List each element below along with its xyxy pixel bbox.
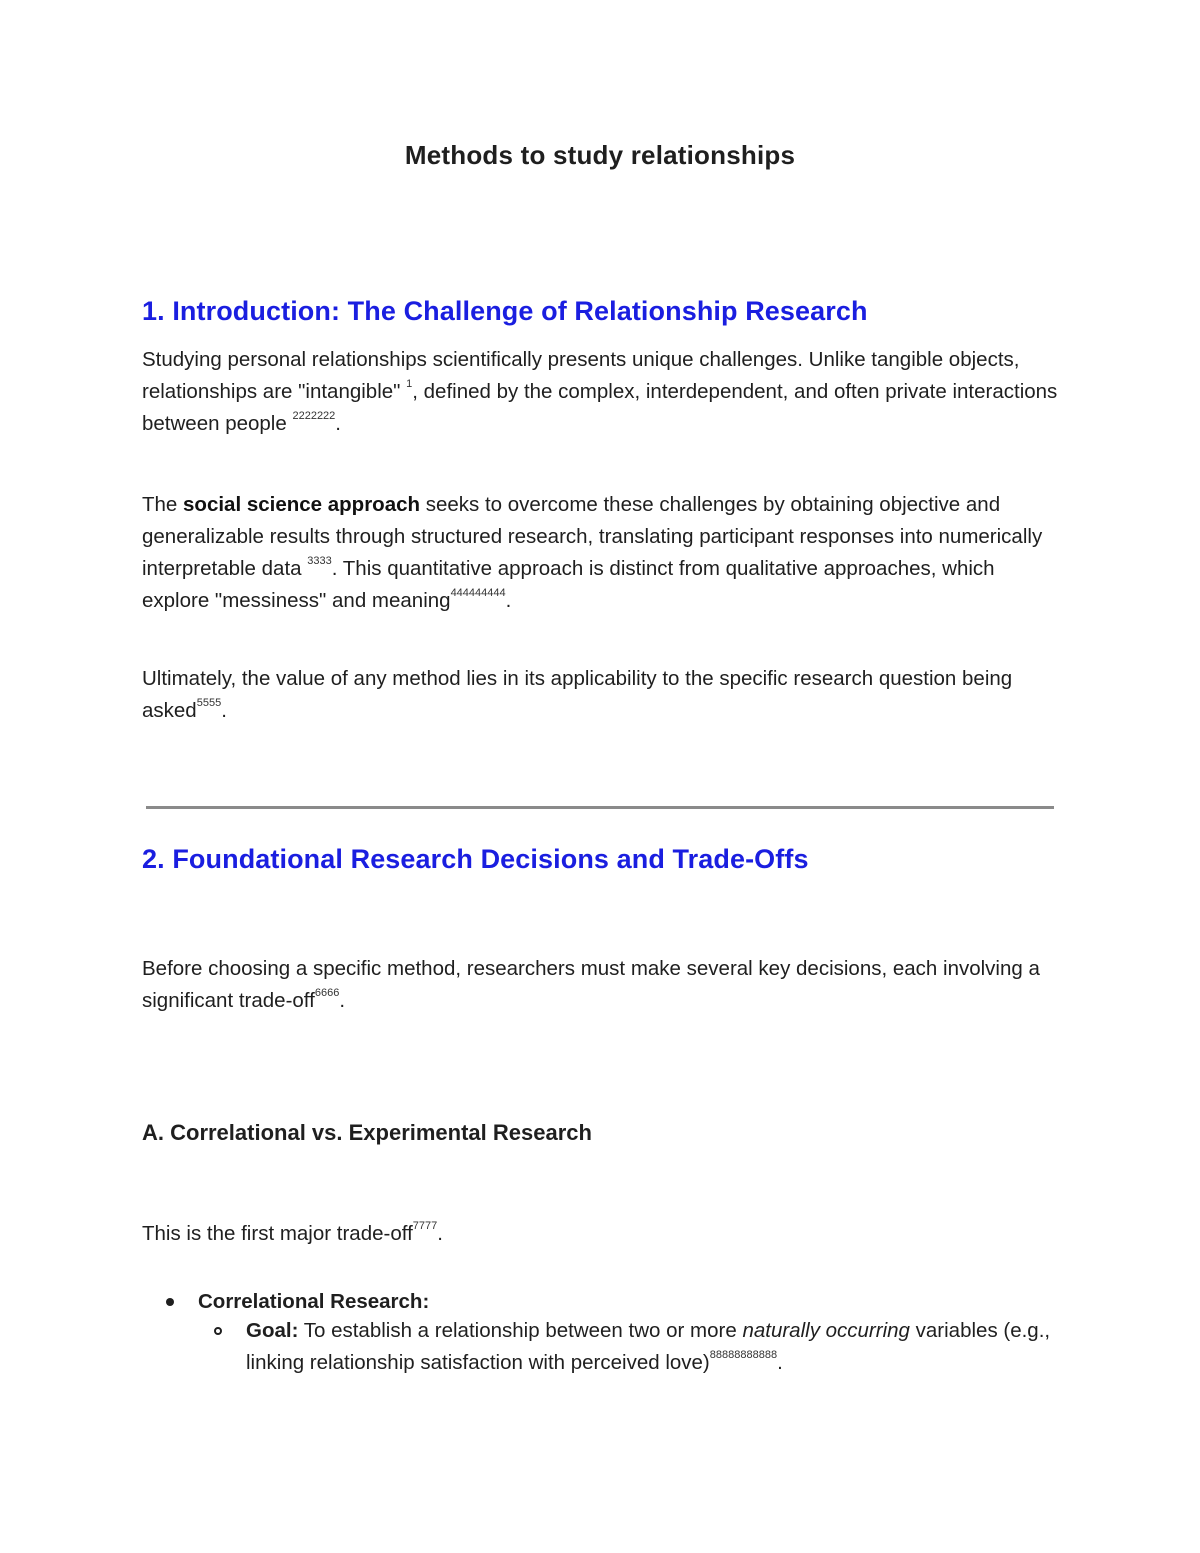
footnote-ref: 3333 — [307, 555, 332, 567]
section1-p1-text: Studying personal relationships scientifically presents unique challenges. Unlike tangible objects, relationships are "intangible" — [142, 348, 1020, 403]
bullet-dot-icon — [166, 1298, 174, 1306]
footnote-ref: 444444444 — [450, 587, 506, 599]
footnote-ref: 88888888888 — [709, 1349, 778, 1361]
section1-p3-text: . — [221, 699, 227, 722]
subsection-a-paragraph-1 — [142, 1218, 1062, 1250]
footnote-ref: 2222222 — [292, 410, 336, 422]
section1-p2-text: seeks to overcome these challenges by obtaining objective and generalizable results through structured research, translating participant responses into numerically interpretable data — [142, 493, 1043, 580]
bullet-correlational-research: Correlational Research: — [198, 1290, 430, 1313]
goal-italic: naturally occurring — [742, 1319, 910, 1342]
footnote-ref: 1 — [406, 378, 413, 390]
section1-p2-text: . — [505, 589, 512, 612]
footnote-ref: 5555 — [196, 697, 222, 709]
section1-paragraph-3 — [142, 663, 1062, 727]
document-title: Methods to study relationships — [404, 140, 796, 170]
section1-p1-text: , defined by the complex, interdependent, and often private interactions between people — [142, 380, 1058, 435]
sub-bullet-goal — [246, 1315, 1076, 1379]
section1-heading: 1. Introduction: The Challenge of Relationship Research — [142, 296, 868, 326]
section2-p1-text: . — [339, 989, 346, 1012]
subsection-a-p1-text: This is the first major trade-off — [142, 1222, 413, 1245]
section1-p2-text: . This quantitative approach is distinct from qualitative approaches, which explore "messiness" and meaning — [142, 557, 995, 612]
subsection-a-heading: A. Correlational vs. Experimental Research — [142, 1120, 592, 1145]
subsection-a-p1-text: . — [437, 1222, 443, 1245]
section1-p2-text: The — [142, 493, 184, 516]
goal-label: Goal: — [246, 1319, 299, 1342]
goal-text: variables (e.g., linking relationship satisfaction with perceived love) — [246, 1319, 1051, 1374]
footnote-ref: 6666 — [314, 987, 340, 999]
section2-paragraph-1 — [142, 953, 1062, 1017]
goal-text: To establish a relationship between two or more — [298, 1319, 743, 1342]
section1-paragraph-2 — [142, 489, 1062, 617]
section2-heading: 2. Foundational Research Decisions and Trade-Offs — [142, 844, 809, 874]
goal-text: . — [777, 1351, 783, 1374]
section2-p1-text: Before choosing a specific method, researchers must make several key decisions, each involving a significant trade-off — [142, 957, 1040, 1012]
bullet-circle-icon — [214, 1327, 222, 1335]
section1-paragraph-1 — [142, 344, 1062, 440]
footnote-ref: 7777 — [412, 1220, 438, 1232]
horizontal-divider — [146, 806, 1054, 809]
bold-term: social science approach — [183, 493, 421, 516]
section1-p1-text: . — [335, 412, 341, 435]
section1-p3-text: Ultimately, the value of any method lies in its applicability to the specific research question being asked — [142, 667, 1013, 722]
